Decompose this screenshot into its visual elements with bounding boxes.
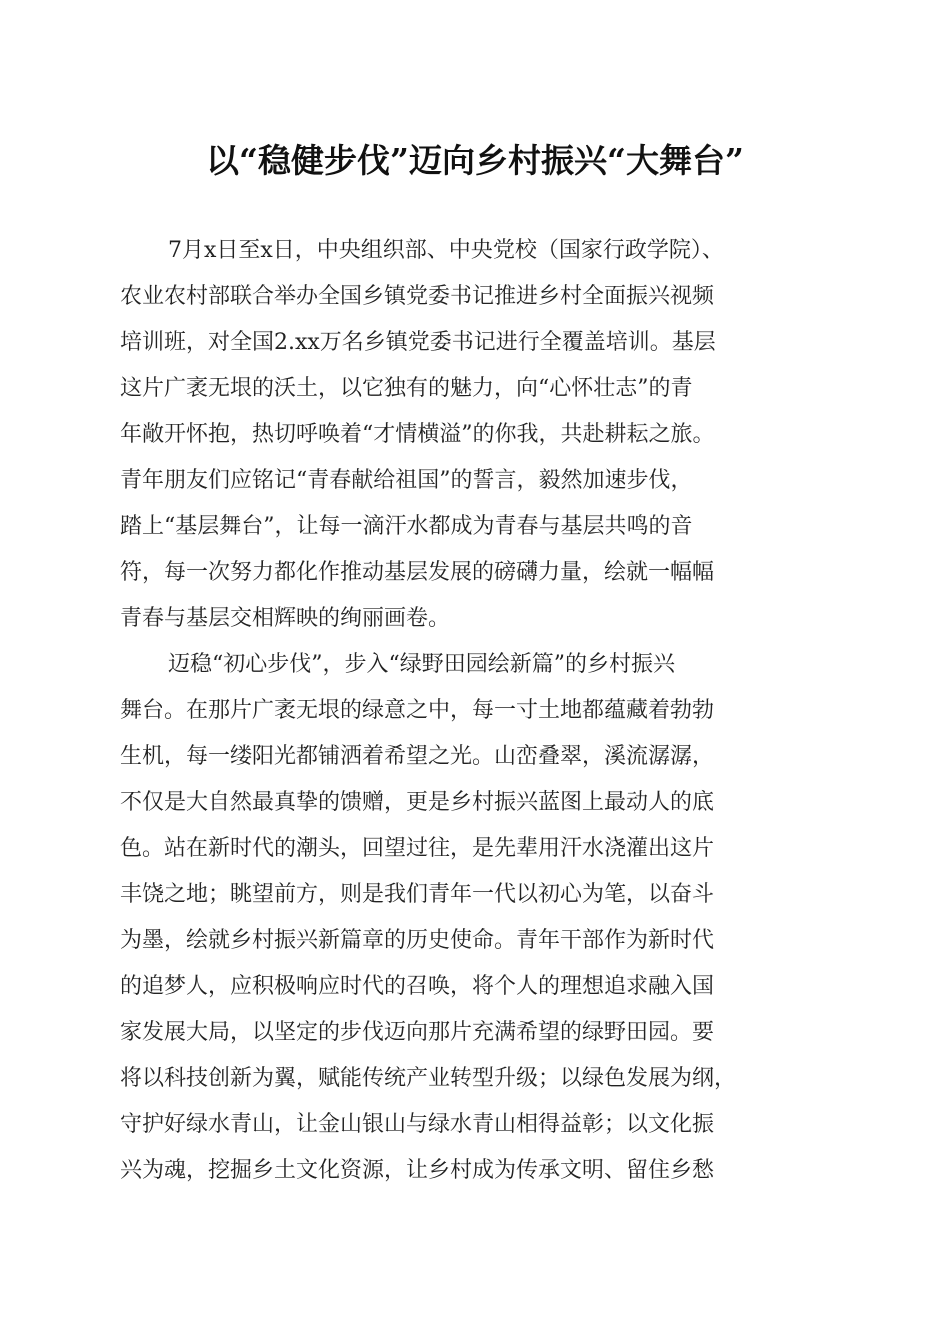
paragraph-line: 色。站在新时代的潮头，回望过往，是先辈用汗水浇灌出这片 bbox=[120, 836, 715, 861]
paragraph-line: 兴为魂，挖掘乡土文化资源，让乡村成为传承文明、留住乡愁 bbox=[120, 1158, 715, 1183]
paragraph-line: 不仅是大自然最真挚的馈赠，更是乡村振兴蓝图上最动人的底 bbox=[120, 790, 715, 815]
paragraph-line: 家发展大局，以坚定的步伐迈向那片充满希望的绿野田园。要 bbox=[120, 1020, 715, 1045]
paragraph-line: 踏上“基层舞台”，让每一滴汗水都成为青春与基层共鸣的音 bbox=[120, 514, 693, 539]
paragraph-line: 舞台。在那片广袤无垠的绿意之中，每一寸土地都蕴藏着勃勃 bbox=[120, 698, 715, 723]
paragraph-line: 生机，每一缕阳光都铺洒着希望之光。山峦叠翠，溪流潺潺， bbox=[120, 744, 715, 769]
paragraph-line: 年敞开怀抱，热切呼唤着“才情横溢”的你我，共赴耕耘之旅。 bbox=[120, 422, 715, 447]
paragraph-line: 符，每一次努力都化作推动基层发展的磅礴力量，绘就一幅幅 bbox=[120, 560, 715, 585]
paragraph-line: 青春与基层交相辉映的绚丽画卷。 bbox=[120, 606, 451, 631]
paragraph-2 bbox=[120, 642, 830, 1194]
paragraph-line: 丰饶之地；眺望前方，则是我们青年一代以初心为笔，以奋斗 bbox=[120, 882, 715, 907]
paragraph-line: 将以科技创新为翼，赋能传统产业转型升级；以绿色发展为纲， bbox=[120, 1066, 737, 1091]
paragraph-line: 迈稳“初心步伐”，步入“绿野田园绘新篇”的乡村振兴 bbox=[168, 652, 675, 677]
paragraph-line: 为墨，绘就乡村振兴新篇章的历史使命。青年干部作为新时代 bbox=[120, 928, 715, 953]
paragraph-line: 这片广袤无垠的沃土，以它独有的魅力，向“心怀壮志”的青 bbox=[120, 376, 693, 401]
paragraph-1 bbox=[120, 228, 830, 642]
paragraph-line: 7月x日至x日，中央组织部、中央党校（国家行政学院）、 bbox=[168, 238, 724, 263]
paragraph-line: 培训班，对全国2.xx万名乡镇党委书记进行全覆盖培训。基层 bbox=[120, 330, 716, 355]
paragraph-line: 青年朋友们应铭记“青春献给祖国”的誓言，毅然加速步伐， bbox=[120, 468, 693, 493]
paragraph-line: 守护好绿水青山，让金山银山与绿水青山相得益彰；以文化振 bbox=[120, 1112, 715, 1137]
document-title: 以“稳健步伐”迈向乡村振兴“大舞台” bbox=[206, 141, 744, 180]
paragraph-line: 农业农村部联合举办全国乡镇党委书记推进乡村全面振兴视频 bbox=[120, 284, 715, 309]
paragraph-line: 的追梦人，应积极响应时代的召唤，将个人的理想追求融入国 bbox=[120, 974, 715, 999]
document-body bbox=[120, 228, 830, 1194]
